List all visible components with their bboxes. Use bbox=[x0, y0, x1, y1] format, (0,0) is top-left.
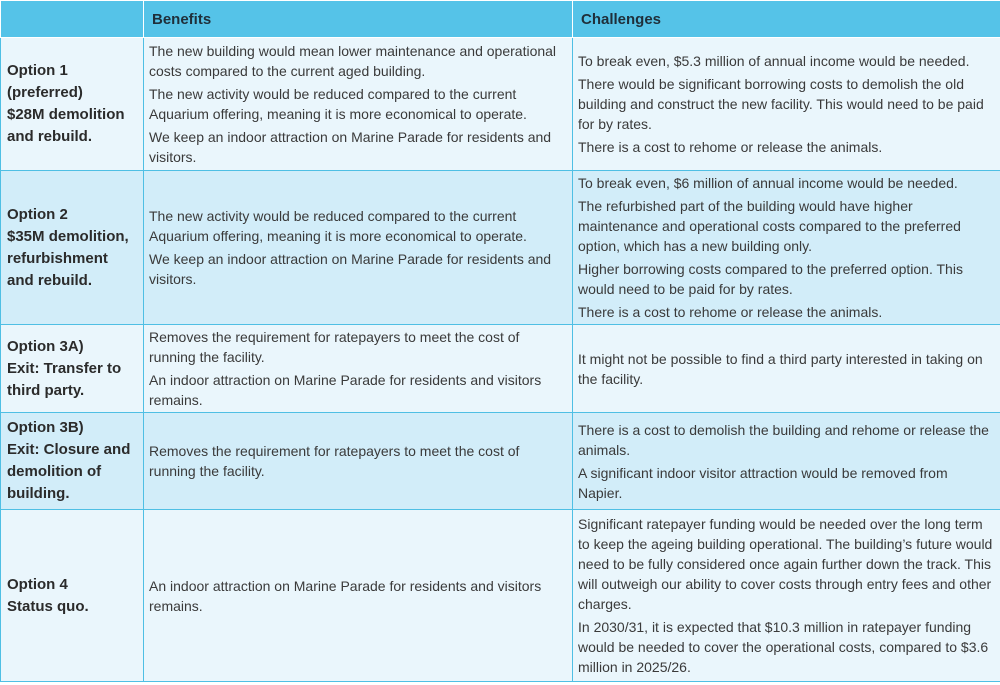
challenge-text: It might not be possible to find a third party interested in taking on the facility. bbox=[578, 350, 983, 387]
benefits-cell bbox=[144, 325, 573, 413]
option-label-line: $35M demolition, bbox=[7, 227, 129, 245]
challenge-text: There is a cost to demolish the building and rehome or release the animals. bbox=[578, 421, 989, 458]
challenge-text: The refurbished part of the building would have higher maintenance and operational costs compared to the preferred option, which has a new building only. bbox=[578, 198, 961, 254]
table-row bbox=[1, 413, 1000, 510]
option-label-line: Status quo. bbox=[7, 597, 89, 615]
option-label-line: and rebuild. bbox=[7, 128, 93, 145]
challenges-cell bbox=[573, 413, 1000, 510]
challenges-cell bbox=[573, 510, 1000, 682]
option-cell bbox=[1, 510, 144, 682]
option-label-line: and rebuild. bbox=[7, 271, 93, 289]
benefit-text: Removes the requirement for ratepayers to meet the cost of running the facility. bbox=[149, 443, 520, 479]
option-label-line: $28M demolition bbox=[7, 106, 125, 123]
challenge-text: In 2030/31, it is expected that $10.3 million in ratepayer funding would be needed to cover the operational costs, compared to $3.6 million in 2025/26. bbox=[578, 619, 989, 675]
challenge-text: There is a cost to rehome or release the animals. bbox=[578, 139, 883, 155]
option-label-line: Exit: Closure and bbox=[7, 441, 131, 458]
option-label-line: building. bbox=[7, 485, 70, 502]
option-cell bbox=[1, 325, 144, 413]
option-cell bbox=[1, 413, 144, 510]
benefit-text: Removes the requirement for ratepayers to meet the cost of running the facility. bbox=[149, 329, 520, 365]
challenges-cell bbox=[573, 171, 1000, 325]
option-cell bbox=[1, 38, 144, 171]
option-label-line: (preferred) bbox=[7, 84, 83, 101]
option-label-line: Option 2 bbox=[7, 205, 68, 223]
benefit-text: The new activity would be reduced compared to the current Aquarium offering, meaning it is more economical to operate. bbox=[149, 208, 527, 244]
option-label-line: refurbishment bbox=[7, 249, 108, 267]
benefit-text: We keep an indoor attraction on Marine Parade for residents and visitors. bbox=[149, 129, 552, 165]
challenge-text: To break even, $6 million of annual income would be needed. bbox=[578, 175, 958, 191]
header-option bbox=[1, 1, 144, 38]
benefits-cell bbox=[144, 510, 573, 682]
header-challenges: Challenges bbox=[573, 1, 1000, 38]
benefit-text: We keep an indoor attraction on Marine Parade for residents and visitors. bbox=[149, 251, 552, 287]
benefit-text: The new activity would be reduced compared to the current Aquarium offering, meaning it is more economical to operate. bbox=[149, 86, 527, 122]
option-label-line: third party. bbox=[7, 381, 85, 399]
option-label-line: Exit: Transfer to bbox=[7, 359, 122, 377]
table-row bbox=[1, 325, 1000, 413]
challenge-text: There is a cost to rehome or release the animals. bbox=[578, 304, 883, 320]
option-label-line: Option 3B) bbox=[7, 419, 84, 436]
option-label-line: Option 3A) bbox=[7, 337, 84, 355]
benefit-text: An indoor attraction on Marine Parade for residents and visitors remains. bbox=[149, 372, 542, 408]
challenge-text: A significant indoor visitor attraction would be removed from Napier. bbox=[578, 464, 948, 501]
challenge-text: Higher borrowing costs compared to the preferred option. This would need to be paid for by rates. bbox=[578, 261, 963, 297]
benefits-cell bbox=[144, 413, 573, 510]
benefit-text: An indoor attraction on Marine Parade for residents and visitors remains. bbox=[149, 577, 542, 614]
option-label-line: Option 4 bbox=[7, 575, 68, 593]
challenge-text: Significant ratepayer funding would be needed over the long term to keep the ageing building operational. The building’s future would need to be fully considered once again further down the track. This will outweigh our ability to cover costs through entry fees and other charges. bbox=[578, 516, 993, 612]
challenge-text: To break even, $5.3 million of annual income would be needed. bbox=[578, 53, 970, 69]
benefits-cell bbox=[144, 171, 573, 325]
option-label-line: demolition of bbox=[7, 463, 102, 480]
table-row bbox=[1, 510, 1000, 682]
challenge-text: There would be significant borrowing costs to demolish the old building and construct the new facility. This would need to be paid for by rates. bbox=[578, 76, 984, 132]
header-row bbox=[1, 1, 1000, 38]
benefit-text: The new building would mean lower maintenance and operational costs compared to the current aged building. bbox=[149, 43, 557, 79]
challenges-cell bbox=[573, 325, 1000, 413]
option-label-line: Option 1 bbox=[7, 62, 68, 79]
header-benefits: Benefits bbox=[144, 1, 573, 38]
challenges-cell bbox=[573, 38, 1000, 171]
table-row bbox=[1, 171, 1000, 325]
option-cell bbox=[1, 171, 144, 325]
benefits-cell bbox=[144, 38, 573, 171]
table-row bbox=[1, 38, 1000, 171]
